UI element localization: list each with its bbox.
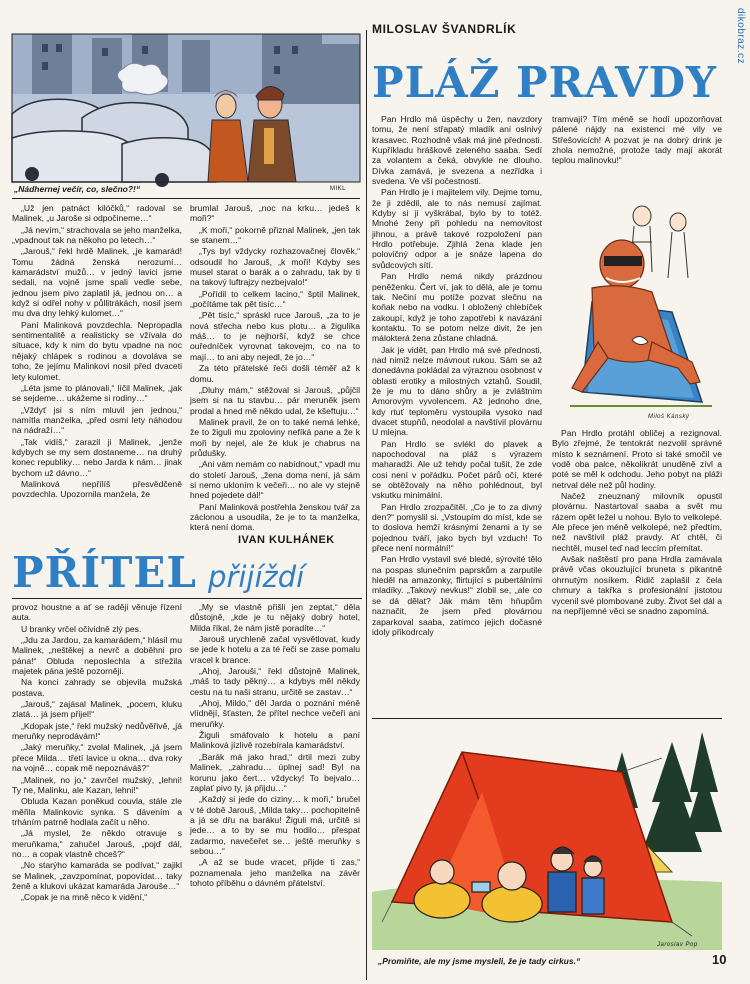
story3-column-right-bottom: [552, 428, 722, 708]
paragraph: „Ahoj, Jarouši,“ řekl důstojně Malinek, „máš to tady pěkný… a kdybys měl někdy cestu na tu naši stranu, určitě se zastav…“: [190, 666, 360, 697]
paragraph: provoz houstne a ať se raději věnuje řízení auta.: [12, 602, 182, 623]
tent-cartoon-caption: „Promiňte, ale my jsme mysleli, že je tady cirkus.“: [378, 956, 581, 966]
paragraph: „Dluhy mám,“ stěžoval si Jarouš, „půjčil jsem si na tu stavbu… pár meruněk jsem prodal a hned mě někdo udal, že kšeftuju…“: [190, 384, 360, 416]
paragraph: „My se vlastně přišli jen zeptat,“ děla důstojně, „kde je tu nějaký dobrý hotel, Milda říkal, že nám jistě poradíte…“: [190, 602, 360, 633]
paragraph: „Kdopak jste,“ řekl mužský nedůvěřivě, „já meruňky neprodávám!“: [12, 720, 182, 742]
top-cartoon-caption: „Nádhernej večír, co, slečno?!“: [14, 184, 141, 194]
story2-column-right: [190, 602, 360, 978]
paragraph: Pan Hrdlo se svlékl do plavek a napochodoval na pláž s výrazem maharadži. Ale už tehdy počal tušit, že zde cosi není v pořádku. Počet párů očí, které se obtěžovaly na něho pohlédnout, byl vskutku minimální.: [372, 438, 542, 501]
beach-cartoon-artist: Miloš Kánský: [648, 414, 690, 420]
paragraph: U branky vrčel očividně zlý pes.: [21, 623, 142, 634]
paragraph: Jak je vidět, pan Hrdlo má své přednosti, nad nimiž nelze mávnout rukou. Sám se až donedávna pokládal za výraznou osobnost v oblasti erotiky a milostných vztahů. Soudil, že je mu to dáno shůry a je zvláštním Amorovým vyvolencem. Až jednoho dne, kdy rtuť teploměru vystoupila vysoko nad dvacet stupňů, neodolal a navštívil plovárnu U mlejna.: [372, 344, 542, 438]
paragraph: Pan Hrdlo je i majitelem vily. Dejme tomu, že ji zdědil, ale to nás nemusí zajímat. Kdyby si ji vyškrábal, bylo by to totéž. Mnohé ženy při pohledu na nemovitost jihnou, a právě takové rozpoložení pan Hrdlo potřebuje. Zjihlá žena klade jen polovičný odpor a je snáze lapena do svůdcových sítí.: [372, 187, 542, 270]
paragraph: „Léta jsme to plánovali,“ líčil Malinek, „jak se sejdeme… ukážeme si rodiny…“: [12, 382, 182, 404]
paragraph: tramvají? Tím méně se hodí upozorňovat pálené nájdy na existenci mé vily ve Střešovicích! A pozvat je na dobrý drink je zhola nemožné, protože tady mají akorát teplou malinovku!“: [552, 114, 722, 166]
paragraph: „Já myslel, že někdo otravuje s meruňkama,“ zahučel Jarouš, „pojď dál, no… a copak vlastně chceš?“: [12, 828, 182, 859]
story2-column-left: [12, 602, 182, 978]
paragraph: Avšak naštěstí pro pana Hrdla zamávala právě včas okouzlující bruneta s pikantně ohrnutým nosíkem. Řidič zaplašil z čela chmury a takřka s profesionální jistotou vycenil své plombované zuby. Život šel dál a na nepříjemné věci se snadno zapomíná.: [552, 554, 722, 616]
paragraph: Načež zneuznaný milovník opustil plovárnu. Nastartoval saaba a svět mu rázem opět ležel u nohou. Bylo to velkolepé. Ale přece jen méně velkolepé, než předtím, než navštívil pláž pravdy. Ať chtěl, či nechtěl, musel teď nad leccím přemítat.: [552, 491, 722, 553]
story2-author: IVAN KULHÁNEK: [238, 534, 335, 546]
paragraph: Pan Hrdlo vystavil své bledé, sýrovité tělo na pospas slunečním paprskům a zarputile hleděl na amazonky, flirtující s pubertálními mladíky. „Takový nevkus!“ zlobil se, „ale co se dá dělat? Ják mám těm hňupům naznačit, že jsem před plovárnou zaparkoval saaba, zatímco jejich dočasné idoly přikodrcaly: [372, 554, 542, 637]
story2-title-italic: přijíždí: [208, 560, 305, 594]
paragraph: „Jdu za Jardou, za kamarádem,“ hlásil mu Malinek, „neštěkej a nevrč a doběhni pro pána!“ Obluda neposlechla a střežila majetek pána ještě pozorněji.: [12, 635, 182, 677]
tent-cartoon: [372, 722, 722, 950]
camping-tent-illustration: [372, 722, 722, 950]
paragraph: „K moři,“ pokorně přiznal Malinek, „jen tak se stanem…“: [190, 224, 360, 246]
paragraph: Na konci zahrady se objevila mužská postava.: [12, 677, 182, 698]
story1-column-left: [12, 203, 182, 533]
paragraph: Malinek pravil, že on to také nemá lehké, že to žiguli mu zpoloviny nefíká pane a že k moři by nejel, ale že kluk je chabrus na průdušky.: [190, 416, 360, 458]
paragraph: „Jaký meruňky,“ zvolal Malinek, „já jsem přece Milda… třetí lavice u okna… dva roky na vojně… copak mě nepoznáváš?“: [12, 742, 182, 774]
paragraph: Pan Hrdlo zrozpačitěl. „Co je to za divný den?“ pomyslil si. „Vstoupím do míst, kde se to doslova hemží krásnými ženami a ty se pojednou tváří, jako bych byl vzduch! To přece není normální!“: [372, 501, 542, 554]
paragraph: „Já nevím,“ strachovala se jeho manželka, „vpadnout tak na někoho po letech…“: [12, 224, 182, 246]
paragraph: Malinková nepřílíš přesvědčeně povzdechla. Upozornila manžela, že: [12, 478, 182, 500]
paragraph: „Vždyť jsi s ním mluvil jen jednou,“ namítla manželka, „před osmi lety náhodou na nádraží…“: [12, 404, 182, 436]
paragraph: „Jarouš,“ řekl hrdě Malinek, „je kamarád! Tomu žádná ženská nerozumí… kamarádství mužů… v jedný lavici jsme sedali, na vojně jsme spali vedle sebe, jednou jsem pivo zaplatil já, jednou on… a když si odřel nohy v půllitrákách, nosil jsem mu dva dny lehký kulomet…“: [12, 246, 182, 319]
paragraph: Obluda Kazan poněkud couvla, stále zle měřila Malinkovic synka. S dávením a trháním patrně hodlala začít u něho.: [12, 796, 182, 827]
paragraph: Za této přátelské řeči došli téměř až k domu.: [190, 363, 360, 384]
story3-column-left: [372, 114, 542, 718]
paragraph: Pan Hrdlo nemá nikdy prázdnou peněženku. Čert ví, jak to dělá, ale je tomu tak. Nečiní mu potíže pozvat slečnu na koňak nebo na vodku. I obložený chlebíček zakoupí, když je toho zapotřebí k navázání kontaktu. To se potom nelze divit, že jen málokterá žena zůstane chladná.: [372, 271, 542, 344]
paragraph: „No starýho kamaráda se podívat,“ zajikl se Malinek, „zavzpomínat, popovídat… taky ženě a klukovi ukázat kamaráda Jarouše…“: [12, 860, 182, 891]
paragraph: „Malinek, no jo,“ zavrčel mužský, „lehni! Ty ne, Malinku, ale Kazan, lehni!“: [12, 774, 182, 795]
paragraph: „Barák má jako hrad,“ drtil mezi zuby Malinek, „zahradu… úplnej sad! Byl na korunu jako čert… vždycky! To bejvalo… zaplať pivo ty, já přijdu…“: [190, 751, 360, 793]
paragraph: Paní Malinková povzdechla. Nepropadla sentimentalitě a realisticky se vžívala do situace, kdy k nim do bytu vpadne na noc nějaký chlápek s rodinou a dovoláva se toho, že jejímu Malinkovi nosil před dvaceti lety kulomet.: [12, 319, 182, 382]
story2-title: [12, 550, 362, 600]
top-cartoon-artist: MIKL: [330, 186, 347, 192]
story3-title: PLÁŽ PRAVDY: [372, 58, 717, 107]
paragraph: Jarouš urychleně začal vysvětlovat, kudy se jede k hotelu a za té řeči se zase pomalu vracel k brance.: [190, 634, 360, 665]
story3-author: MILOSLAV ŠVANDRLÍK: [372, 22, 517, 36]
paragraph: „Tys byl vždycky rozhazovačnej člověk,“ odsoudil ho Jarouš, „k moři! Kdyby ses musel starat o barák a o zahradu, tak by ti na takový luftrajzy nezbejvalo!“: [190, 246, 360, 288]
street-scene-illustration: [12, 34, 360, 182]
paragraph: „A až se bude vracet, přijde ti zas,“ poznamenala jeho manželka na závěr tohoto příběhu o dávném přátelství.: [190, 857, 360, 888]
paragraph: brumlal Jarouš, „noc na krku… jedeš k moři?“: [190, 203, 360, 224]
paragraph: „Ahoj, Mildo,“ děl Jarda o poznání méně vlídnějí, šťasten, že přítel nechce večeři ani meruňky.: [190, 698, 360, 729]
paragraph: Pan Hrdlo má úspěchy u žen, navzdory tomu, že není střapatý mladík ani oslnivý krasavec. Rozhodně však má jiné přednosti. Kupříkladu hráškově zeleného saaba. Sedí za volantem a čeká, obvykle ne dlouho. Dívka zamává, je svezena a nezřídka i svedena. Ve vší počestnosti.: [372, 114, 542, 187]
paragraph: „Každý si jede do ciziny… k moři,“ bručel v té době Jarouš, „Milda taky… pochopitelně a já se dřu na baráku! Žiguli má, určitě si jede… a to by se mu hodilo… přespat zadarmo, navečeřet se… ještě meruňky s sebou…“: [190, 794, 360, 856]
paragraph: „Pět tisíc,“ spráskl ruce Jarouš, „za to je nová střecha nebo kus plotu… a žigulíka máš… to je nejhorší, když se chce ouředníček vyrovnat takovejm, co na to mají… to ani aby nejedl, že jo…“: [190, 310, 360, 362]
paragraph: „Copak je na mně něco k vidění,“: [21, 892, 148, 903]
beach-cartoon: [552, 192, 722, 424]
page-number: 10: [712, 952, 727, 967]
paragraph: „Jarouš,“ zajásal Malinek, „pocem, kluku zlatá… já jsem přijel!“: [12, 699, 182, 720]
story1-column-right: [190, 203, 360, 533]
paragraph: Paní Malinková postřehla ženskou tvář za záclonou a usoudila, že je to ta manželka, která není doma.: [190, 501, 360, 533]
paragraph: Pan Hrdlo protáhl obličej a rezignoval. Bylo zřejmé, že tentokrát nezvolil správné místo k seznámení. Proto si také smočil ve vodě oba palce, několikrát unuděně zívl a poté se měl k odchodu. Jeho pobyt na pláži netrval déle než půl hodiny.: [552, 428, 722, 490]
paragraph: „Tak vidíš,“ zarazil ji Malinek, „jenže kdybych se my sem dostaneme… na druhý konec republiky… nebo Jarda k nám… jinak bychom už dávno…“: [12, 436, 182, 478]
paragraph: „Ani vám nemám co nabídnout,“ vpadl mu do století Jarouš, „žena doma není, já sám si nemo ukloním k večeři… no ale vy stejně hned pojedete dál!“: [190, 459, 360, 501]
top-cartoon: [12, 34, 360, 182]
story3-column-right-top: [552, 114, 722, 176]
paragraph: Žiguli smáfovalo k hotelu a paní Malinková jízlivě rozebírala kamarádství.: [190, 730, 360, 751]
site-watermark: dikobraz.cz: [735, 8, 746, 65]
sunbather-illustration: [552, 192, 722, 424]
tent-cartoon-artist: Jaroslav Pop: [657, 942, 698, 948]
paragraph: „Už jen patnáct kilóčků,“ radoval se Malinek, „u Jaroše si odpočineme…“: [12, 203, 182, 224]
story2-title-bold: PŘÍTEL: [12, 548, 197, 597]
paragraph: „Pořídil to celkem lacino,“ šptil Malinek, „počítáme tak pět tisíc…“: [190, 288, 360, 310]
